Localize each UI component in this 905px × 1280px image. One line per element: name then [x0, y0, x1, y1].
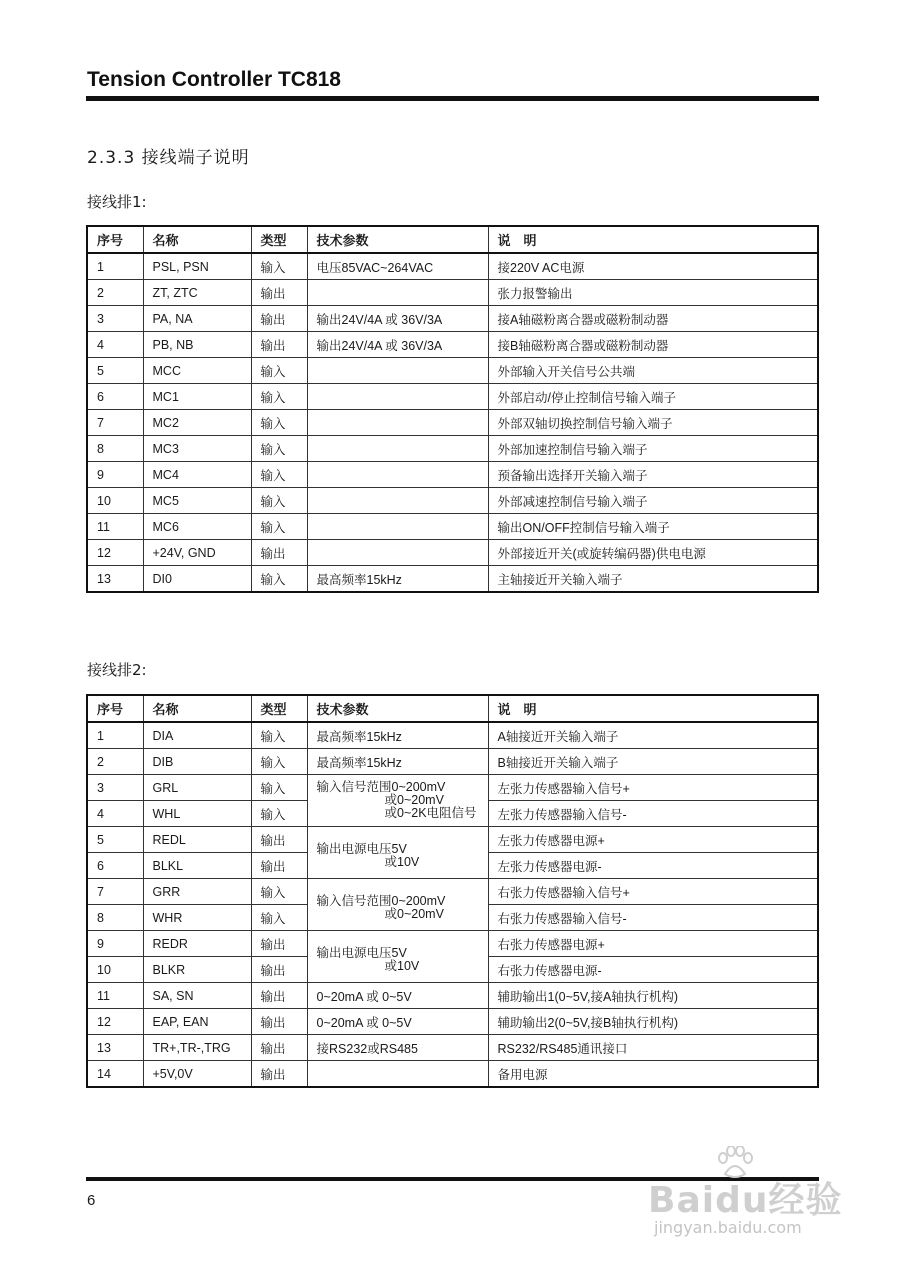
- cell-param: 接RS232或RS485: [307, 1035, 488, 1061]
- cell-no: 12: [87, 1009, 143, 1035]
- cell-type: 输出: [251, 1035, 307, 1061]
- col-header-name: 名称: [143, 695, 251, 722]
- cell-type: 输入: [251, 253, 307, 280]
- cell-param: [307, 1061, 488, 1088]
- cell-desc: 接220V AC电源: [488, 253, 818, 280]
- param-line: 输入信号范围0~200mV: [316, 893, 446, 908]
- table2-caption: 接线排2:: [87, 661, 147, 679]
- cell-type: 输出: [251, 827, 307, 853]
- cell-no: 9: [87, 931, 143, 957]
- cell-type: 输入: [251, 488, 307, 514]
- cell-no: 5: [87, 827, 143, 853]
- cell-desc: 预备输出选择开关输入端子: [488, 462, 818, 488]
- param-line: 输出电源电压5V: [316, 841, 407, 856]
- cell-type: 输入: [251, 384, 307, 410]
- cell-name: DIB: [143, 749, 251, 775]
- cell-name: +5V,0V: [143, 1061, 251, 1088]
- cell-name: MCC: [143, 358, 251, 384]
- param-line: 或10V: [384, 958, 420, 973]
- cell-type: 输入: [251, 462, 307, 488]
- cell-name: WHL: [143, 801, 251, 827]
- section-heading: 2.3.3 接线端子说明: [87, 148, 250, 168]
- cell-desc: 外部加速控制信号输入端子: [488, 436, 818, 462]
- cell-no: 4: [87, 801, 143, 827]
- col-header-param: 技术参数: [307, 226, 488, 253]
- col-header-desc: 说 明: [488, 226, 818, 253]
- watermark-logo-text: Baidu经验: [648, 1180, 843, 1221]
- page-number: 6: [87, 1192, 96, 1209]
- cell-type: 输出: [251, 540, 307, 566]
- cell-desc: 外部减速控制信号输入端子: [488, 488, 818, 514]
- cell-no: 14: [87, 1061, 143, 1088]
- table-row: [87, 253, 818, 280]
- cell-type: 输入: [251, 722, 307, 749]
- cell-desc: 输出ON/OFF控制信号输入端子: [488, 514, 818, 540]
- param-line: 或0~20mV: [384, 906, 444, 921]
- terminal-table-1: [86, 225, 819, 593]
- cell-name: MC2: [143, 410, 251, 436]
- cell-name: PSL, PSN: [143, 253, 251, 280]
- cell-no: 5: [87, 358, 143, 384]
- cell-param: [307, 514, 488, 540]
- cell-type: 输出: [251, 306, 307, 332]
- cell-no: 12: [87, 540, 143, 566]
- cell-param: 最高频率15kHz: [307, 566, 488, 593]
- cell-desc: 右张力传感器电源-: [488, 957, 818, 983]
- table-row: [87, 566, 818, 593]
- cell-desc: RS232/RS485通讯接口: [488, 1035, 818, 1061]
- cell-param: 0~20mA 或 0~5V: [307, 1009, 488, 1035]
- cell-desc: 左张力传感器输入信号-: [488, 801, 818, 827]
- table-header-row: [87, 226, 818, 253]
- cell-type: 输入: [251, 775, 307, 801]
- cell-param: 输出24V/4A 或 36V/3A: [307, 306, 488, 332]
- cell-type: 输出: [251, 1009, 307, 1035]
- table-row: [87, 827, 818, 853]
- cell-name: PA, NA: [143, 306, 251, 332]
- cell-param: 0~20mA 或 0~5V: [307, 983, 488, 1009]
- param-line: 输出电源电压5V: [316, 945, 407, 960]
- cell-type: 输入: [251, 879, 307, 905]
- cell-desc: 外部接近开关(或旋转编码器)供电电源: [488, 540, 818, 566]
- cell-desc: 右张力传感器电源+: [488, 931, 818, 957]
- table-row: [87, 722, 818, 749]
- cell-no: 2: [87, 280, 143, 306]
- cell-type: 输入: [251, 436, 307, 462]
- cell-param-merged: [307, 879, 488, 931]
- cell-desc: A轴接近开关输入端子: [488, 722, 818, 749]
- cell-param: [307, 358, 488, 384]
- cell-desc: 主轴接近开关输入端子: [488, 566, 818, 593]
- cell-name: MC3: [143, 436, 251, 462]
- cell-param: [307, 462, 488, 488]
- cell-type: 输出: [251, 957, 307, 983]
- cell-name: REDL: [143, 827, 251, 853]
- cell-no: 1: [87, 722, 143, 749]
- cell-param-merged: [307, 775, 488, 827]
- cell-name: SA, SN: [143, 983, 251, 1009]
- cell-desc: 辅助输出2(0~5V,接B轴执行机构): [488, 1009, 818, 1035]
- cell-param: 输出24V/4A 或 36V/3A: [307, 332, 488, 358]
- table-row: [87, 540, 818, 566]
- cell-no: 3: [87, 306, 143, 332]
- cell-name: GRR: [143, 879, 251, 905]
- table-row: [87, 1061, 818, 1088]
- cell-param-merged: [307, 827, 488, 879]
- cell-no: 11: [87, 983, 143, 1009]
- cell-name: WHR: [143, 905, 251, 931]
- col-header-desc: 说 明: [488, 695, 818, 722]
- cell-type: 输入: [251, 566, 307, 593]
- cell-param: [307, 436, 488, 462]
- cell-name: REDR: [143, 931, 251, 957]
- cell-param: 最高频率15kHz: [307, 722, 488, 749]
- cell-param: 电压85VAC~264VAC: [307, 253, 488, 280]
- cell-desc: 左张力传感器电源+: [488, 827, 818, 853]
- table-row: [87, 1035, 818, 1061]
- cell-no: 13: [87, 1035, 143, 1061]
- cell-type: 输出: [251, 931, 307, 957]
- cell-name: MC1: [143, 384, 251, 410]
- cell-name: MC5: [143, 488, 251, 514]
- cell-no: 13: [87, 566, 143, 593]
- cell-no: 2: [87, 749, 143, 775]
- table-row: [87, 514, 818, 540]
- cell-desc: 右张力传感器输入信号+: [488, 879, 818, 905]
- table-row: [87, 358, 818, 384]
- cell-name: BLKR: [143, 957, 251, 983]
- table-row: [87, 749, 818, 775]
- table-row: [87, 462, 818, 488]
- watermark-url: jingyan.baidu.com: [654, 1218, 802, 1237]
- param-line: 或0~20mV: [384, 793, 444, 807]
- cell-param: 最高频率15kHz: [307, 749, 488, 775]
- cell-type: 输出: [251, 853, 307, 879]
- cell-desc: 左张力传感器输入信号+: [488, 775, 818, 801]
- cell-desc: 接A轴磁粉离合器或磁粉制动器: [488, 306, 818, 332]
- cell-name: EAP, EAN: [143, 1009, 251, 1035]
- table-row: [87, 410, 818, 436]
- cell-type: 输入: [251, 410, 307, 436]
- cell-no: 11: [87, 514, 143, 540]
- table-row: [87, 332, 818, 358]
- terminal-table-2: [86, 694, 819, 1088]
- param-line: 或0~2K电阻信号: [384, 806, 477, 820]
- table-row: [87, 488, 818, 514]
- cell-name: PB, NB: [143, 332, 251, 358]
- cell-no: 4: [87, 332, 143, 358]
- cell-no: 8: [87, 905, 143, 931]
- cell-desc: 左张力传感器电源-: [488, 853, 818, 879]
- cell-name: DIA: [143, 722, 251, 749]
- cell-desc: 外部启动/停止控制信号输入端子: [488, 384, 818, 410]
- table-row: [87, 436, 818, 462]
- col-header-name: 名称: [143, 226, 251, 253]
- cell-name: GRL: [143, 775, 251, 801]
- cell-param: [307, 410, 488, 436]
- cell-desc: 外部双轴切换控制信号输入端子: [488, 410, 818, 436]
- table-row: [87, 775, 818, 801]
- cell-type: 输出: [251, 280, 307, 306]
- cell-type: 输入: [251, 801, 307, 827]
- cell-type: 输入: [251, 514, 307, 540]
- table-header-row: [87, 695, 818, 722]
- table-row: [87, 983, 818, 1009]
- document-header-title: Tension Controller TC818: [87, 68, 341, 91]
- header-rule: [86, 96, 819, 101]
- col-header-no: 序号: [87, 226, 143, 253]
- cell-no: 3: [87, 775, 143, 801]
- table-row: [87, 306, 818, 332]
- cell-no: 8: [87, 436, 143, 462]
- param-line: 或10V: [384, 854, 420, 869]
- cell-type: 输入: [251, 749, 307, 775]
- cell-desc: 右张力传感器输入信号-: [488, 905, 818, 931]
- cell-name: +24V, GND: [143, 540, 251, 566]
- cell-desc: 张力报警输出: [488, 280, 818, 306]
- cell-no: 6: [87, 384, 143, 410]
- col-header-type: 类型: [251, 226, 307, 253]
- cell-name: MC6: [143, 514, 251, 540]
- cell-name: DI0: [143, 566, 251, 593]
- cell-desc: 辅助输出1(0~5V,接A轴执行机构): [488, 983, 818, 1009]
- table-row: [87, 931, 818, 957]
- cell-no: 10: [87, 488, 143, 514]
- cell-no: 9: [87, 462, 143, 488]
- cell-name: TR+,TR-,TRG: [143, 1035, 251, 1061]
- cell-type: 输出: [251, 983, 307, 1009]
- cell-type: 输出: [251, 1061, 307, 1088]
- cell-type: 输入: [251, 358, 307, 384]
- cell-name: MC4: [143, 462, 251, 488]
- cell-no: 1: [87, 253, 143, 280]
- cell-name: BLKL: [143, 853, 251, 879]
- cell-param-merged: [307, 931, 488, 983]
- cell-no: 7: [87, 410, 143, 436]
- cell-param: [307, 540, 488, 566]
- cell-param: [307, 488, 488, 514]
- cell-type: 输出: [251, 332, 307, 358]
- table-row: [87, 879, 818, 905]
- cell-name: ZT, ZTC: [143, 280, 251, 306]
- cell-no: 7: [87, 879, 143, 905]
- cell-param: [307, 384, 488, 410]
- param-line: 输入信号范围0~200mV: [316, 780, 446, 794]
- cell-no: 6: [87, 853, 143, 879]
- cell-no: 10: [87, 957, 143, 983]
- table-row: [87, 280, 818, 306]
- cell-type: 输入: [251, 905, 307, 931]
- table-row: [87, 384, 818, 410]
- col-header-type: 类型: [251, 695, 307, 722]
- cell-desc: B轴接近开关输入端子: [488, 749, 818, 775]
- table-row: [87, 1009, 818, 1035]
- col-header-no: 序号: [87, 695, 143, 722]
- cell-desc: 外部输入开关信号公共端: [488, 358, 818, 384]
- cell-param: [307, 280, 488, 306]
- table1-caption: 接线排1:: [87, 193, 147, 211]
- cell-desc: 接B轴磁粉离合器或磁粉制动器: [488, 332, 818, 358]
- col-header-param: 技术参数: [307, 695, 488, 722]
- cell-desc: 备用电源: [488, 1061, 818, 1088]
- baidu-watermark: [640, 1150, 850, 1240]
